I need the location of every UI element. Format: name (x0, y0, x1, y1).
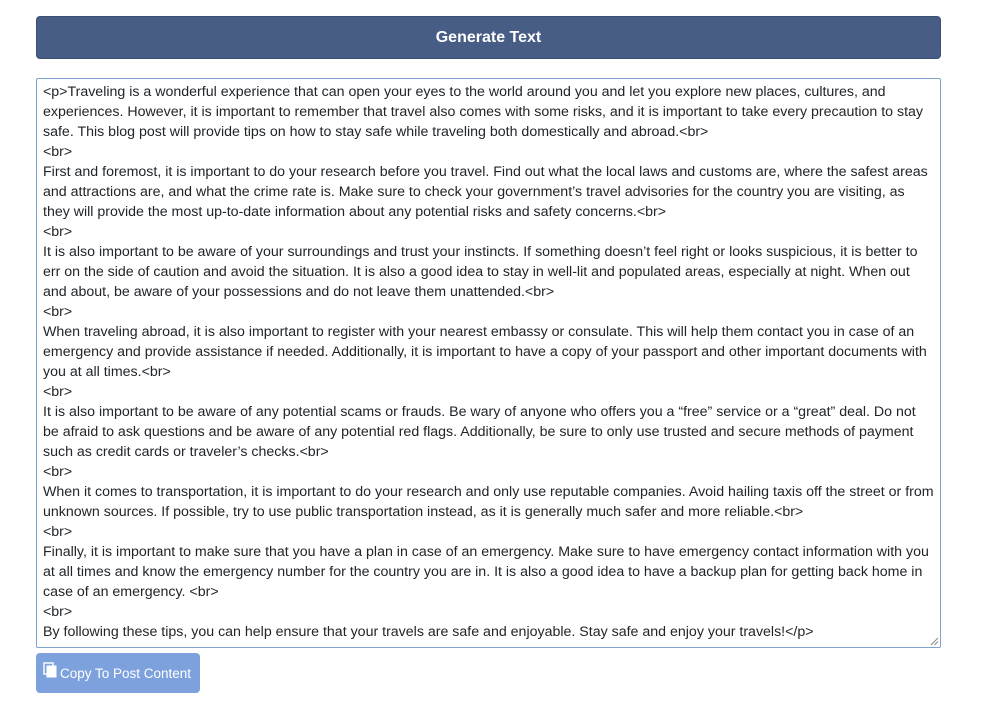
text-line: <br> (43, 464, 73, 480)
text-line: <br> (43, 304, 73, 320)
copy-to-post-content-button[interactable] (36, 653, 200, 693)
generated-text-area[interactable] (36, 78, 941, 648)
text-line: <br> (43, 524, 73, 540)
text-line: Finally, it is important to make sure that you have a plan in case of an emergency. Make sure to have emergency contact information with you at all times and know the emergency number for the country you are in. It is also a good idea to have a backup plan for getting back home in case of an emergency. <br> (43, 544, 929, 600)
text-line: <br> (43, 144, 73, 160)
generate-text-button[interactable]: Generate Text (36, 16, 941, 59)
text-line: By following these tips, you can help ensure that your travels are safe and enjoyable. Stay safe and enjoy your travels!</p> (43, 624, 814, 640)
text-line: When traveling abroad, it is also important to register with your nearest embassy or consulate. This will help them contact you in case of an emergency and provide assistance if needed. Additionally, it is important to have a copy of your passport and other important documents with you at all times.<br> (43, 324, 927, 380)
copy-icon (43, 662, 57, 678)
text-line: <p>Traveling is a wonderful experience that can open your eyes to the world around you and let you explore new places, cultures, and experiences. However, it is important to remember that travel also comes with some risks, and it is important to take every precaution to stay safe. This blog post will provide tips on how to stay safe while traveling both domestically and abroad.<br> (43, 84, 923, 140)
text-line: <br> (43, 604, 73, 620)
text-line: It is also important to be aware of your surroundings and trust your instincts. If something doesn’t feel right or looks suspicious, it is better to err on the side of caution and avoid the situation. It is also a good idea to stay in well-lit and populated areas, especially at night. When out and about, be aware of your possessions and do not leave them unattended.<br> (43, 244, 918, 300)
resize-handle-icon[interactable] (929, 636, 939, 646)
text-line: <br> (43, 384, 73, 400)
text-line: It is also important to be aware of any potential scams or frauds. Be wary of anyone who offers you a “free” service or a “great” deal. Do not be afraid to ask questions and be aware of any potential red flags. Additionally, be sure to only use trusted and secure methods of payment such as credit cards or traveler’s checks.<br> (43, 404, 916, 460)
text-line: When it comes to transportation, it is important to do your research and only use reputable companies. Avoid hailing taxis off the street or from unknown sources. If possible, try to use public transportation instead, as it is generally much safer and more reliable.<br> (43, 484, 934, 520)
text-line: First and foremost, it is important to do your research before you travel. Find out what the local laws and customs are, where the safest areas and attractions are, and what the crime rate is. Make sure to check your government’s travel advisories for the country you are visiting, as they will provide the most up-to-date information about any potential risks and safety concerns.<br> (43, 164, 928, 220)
generated-text-content[interactable] (37, 79, 940, 647)
text-line: <br> (43, 224, 73, 240)
copy-button-label: Copy To Post Content (59, 665, 192, 681)
